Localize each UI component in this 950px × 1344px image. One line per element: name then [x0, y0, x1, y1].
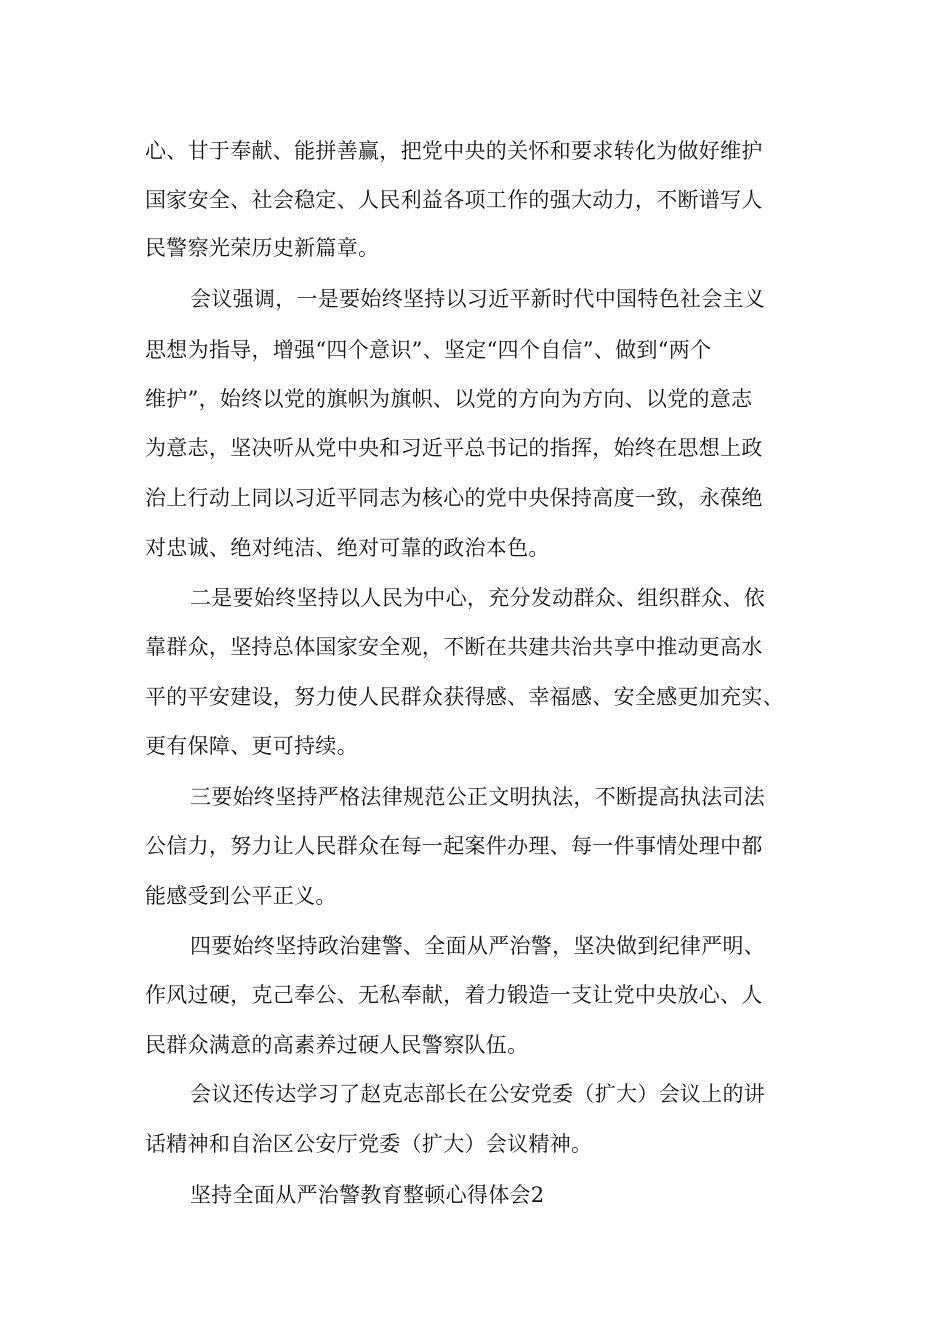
- paragraph-1-line-1: 心、甘于奉献、能拼善赢，把党中央的关怀和要求转化为做好维护: [145, 139, 763, 163]
- paragraph-4-line-3: 能感受到公平正义。: [145, 884, 337, 908]
- paragraph-4-line-2: 公信力，努力让人民群众在每一起案件办理、每一件事情处理中都: [145, 834, 763, 858]
- section-title: 坚持全面从严治警教育整顿心得体会2: [190, 1183, 545, 1207]
- paragraph-3-line-1: 二是要始终坚持以人民为中心，充分发动群众、组织群众、依: [190, 586, 766, 610]
- paragraph-1-line-2: 国家安全、社会稳定、人民利益各项工作的强大动力，不断谱写人: [145, 188, 763, 212]
- paragraph-6-line-1: 会议还传达学习了赵克志部长在公安党委（扩大）会议上的讲: [190, 1082, 766, 1106]
- paragraph-3-line-2: 靠群众，坚持总体国家安全观，不断在共建共治共享中推动更高水: [145, 635, 763, 659]
- paragraph-5-line-1: 四要始终坚持政治建警、全面从严治警，坚决做到纪律严明、: [190, 934, 766, 958]
- paragraph-3-line-4: 更有保障、更可持续。: [145, 734, 358, 758]
- paragraph-2-line-4: 为意志，坚决听从党中央和习近平总书记的指挥，始终在思想上政: [145, 436, 763, 460]
- paragraph-2-line-2: 思想为指导，增强“四个意识”、坚定“四个自信”、做到“两个: [145, 338, 712, 362]
- paragraph-5-line-2: 作风过硬，克己奉公、无私奉献，着力锻造一支让党中央放心、人: [145, 983, 763, 1007]
- paragraph-2-line-1: 会议强调，一是要始终坚持以习近平新时代中国特色社会主义: [190, 287, 766, 311]
- paragraph-6-line-2: 话精神和自治区公安厅党委（扩大）会议精神。: [145, 1132, 593, 1156]
- paragraph-2-line-6: 对忠诚、绝对纯洁、绝对可靠的政治本色。: [145, 536, 550, 560]
- paragraph-2-line-5: 治上行动上同以习近平同志为核心的党中央保持高度一致，永葆绝: [145, 486, 763, 510]
- paragraph-3-line-3: 平的平安建设，努力使人民群众获得感、幸福感、安全感更加充实、: [145, 685, 784, 709]
- paragraph-1-line-3: 民警察光荣历史新篇章。: [145, 236, 380, 260]
- paragraph-2-line-3: 维护”，始终以党的旗帜为旗帜、以党的方向为方向、以党的意志: [145, 387, 753, 411]
- paragraph-4-line-1: 三要始终坚持严格法律规范公正文明执法，不断提高执法司法: [190, 785, 766, 809]
- paragraph-5-line-3: 民群众满意的高素养过硬人民警察队伍。: [145, 1033, 529, 1057]
